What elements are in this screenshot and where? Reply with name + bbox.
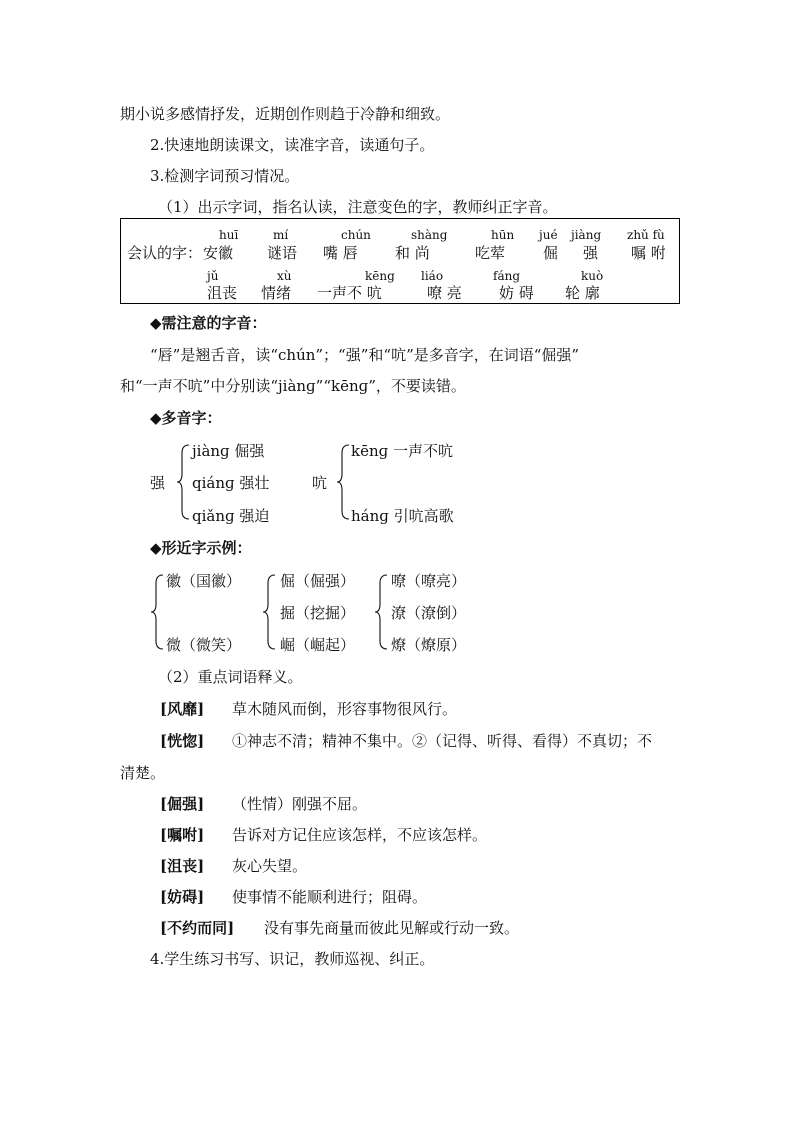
polyphonic-reading: jiànɡ 倔强 (192, 442, 265, 460)
word: 轮 廓 (565, 284, 600, 302)
polyphonic-heading: ◆多音字： (150, 409, 222, 427)
polyphonic-char-keng: 吭 (312, 474, 328, 492)
similar-chars-heading: ◆形近字示例： (150, 539, 252, 557)
word: 嘴 唇 (323, 244, 358, 262)
similar-char-item: 微（微笑） (166, 636, 242, 654)
def-text: 灰心失望。 (232, 857, 308, 875)
step-2-text: 2.快速地朗读课文，读准字音，读通句子。 (150, 136, 435, 154)
pinyin: kēng (365, 269, 395, 283)
left-brace-icon (176, 444, 190, 520)
polyphonic-reading: kēnɡ 一声不吭 (351, 442, 453, 460)
similar-char-item: 掘（挖掘） (280, 604, 356, 622)
left-brace-icon (336, 444, 350, 520)
left-brace-icon (262, 574, 276, 650)
similar-char-item: 潦（潦倒） (391, 604, 467, 622)
def-text: 草木随风而倒，形容事物很风行。 (232, 700, 458, 718)
similar-char-item: 崛（崛起） (280, 636, 356, 654)
similar-char-item: 倔（倔强） (280, 572, 356, 590)
pinyin: liáo (421, 269, 444, 283)
pinyin: zhǔ fù (627, 228, 665, 242)
pinyin: xù (277, 269, 292, 283)
pinyin: chún (341, 228, 371, 242)
pinyin: huī (219, 228, 239, 242)
word: 嘹 亮 (427, 284, 462, 302)
pinyin: hūn (491, 228, 515, 242)
step-3-text: 3.检测字词预习情况。 (150, 167, 300, 185)
def-text: ①神志不清；精神不集中。②（记得、听得、看得）不真切；不 (232, 732, 653, 750)
def-text: 使事情不能顺利进行；阻碍。 (232, 888, 428, 906)
pinyin: mí (273, 228, 289, 242)
step-3-2-text: （2）重点词语释义。 (158, 668, 303, 686)
polyphonic-reading: qiǎnɡ 强迫 (192, 507, 270, 525)
word: 吃荤 (475, 244, 506, 262)
pronunciation-heading: ◆需注意的字音： (150, 314, 267, 332)
pinyin: jué (539, 228, 558, 242)
similar-char-item: 燎（燎原） (391, 636, 467, 654)
intro-tail-text: 期小说多感情抒发，近期创作则趋于冷静和细致。 (120, 105, 451, 123)
def-text-continued: 清楚。 (120, 764, 166, 782)
word: 情绪 (261, 284, 292, 302)
word: 谜语 (267, 244, 298, 262)
word: 倔 (543, 244, 559, 262)
step-3-1-text: （1）出示字词，指名认读，注意变色的字，教师纠正字音。 (158, 198, 558, 216)
pinyin: kuò (581, 269, 604, 283)
left-brace-icon (150, 574, 164, 650)
word: 妨 碍 (499, 284, 534, 302)
similar-char-item: 嘹（嘹亮） (391, 572, 467, 590)
word: 嘱 咐 (631, 244, 666, 262)
pronunciation-line-1: “唇”是翘舌音，读“chún”；“强”和“吭”是多音字，在词语“倔强” (150, 346, 580, 364)
pronunciation-line-2: 和“一声不吭”中分别读“jiànɡ”“kēnɡ”，不要读错。 (120, 377, 466, 395)
word: 一声不 吭 (317, 284, 382, 302)
similar-char-item: 徽（国徽） (166, 572, 242, 590)
def-term: [妨碍] (160, 888, 205, 906)
word: 沮丧 (207, 284, 238, 302)
word: 和 尚 (395, 244, 430, 262)
pinyin: jiàng (571, 228, 602, 242)
polyphonic-reading: hánɡ 引吭高歌 (351, 507, 454, 525)
pinyin: jǔ (207, 269, 219, 283)
word-box (120, 218, 680, 304)
def-term: [嘱咐] (160, 826, 205, 844)
left-brace-icon (374, 574, 388, 650)
polyphonic-char-qiang: 强 (150, 474, 166, 492)
word: 安徽 (203, 244, 234, 262)
def-text: 没有事先商量而彼此见解或行动一致。 (264, 919, 520, 937)
def-term: [不约而同] (160, 919, 235, 937)
pinyin: shàng (411, 228, 448, 242)
def-term: [恍惚] (160, 732, 205, 750)
pinyin: fáng (493, 269, 521, 283)
def-text: 告诉对方记住应该怎样，不应该怎样。 (232, 826, 488, 844)
def-term: [倔强] (160, 795, 205, 813)
word: 强 (583, 244, 599, 262)
step-4-text: 4.学生练习书写、识记，教师巡视、纠正。 (150, 950, 435, 968)
polyphonic-reading: qiánɡ 强壮 (192, 474, 270, 492)
def-term: [沮丧] (160, 857, 205, 875)
def-text: （性情）刚强不屈。 (232, 795, 368, 813)
def-term: [风靡] (160, 700, 205, 718)
word-box-label: 会认的字： (127, 244, 203, 262)
